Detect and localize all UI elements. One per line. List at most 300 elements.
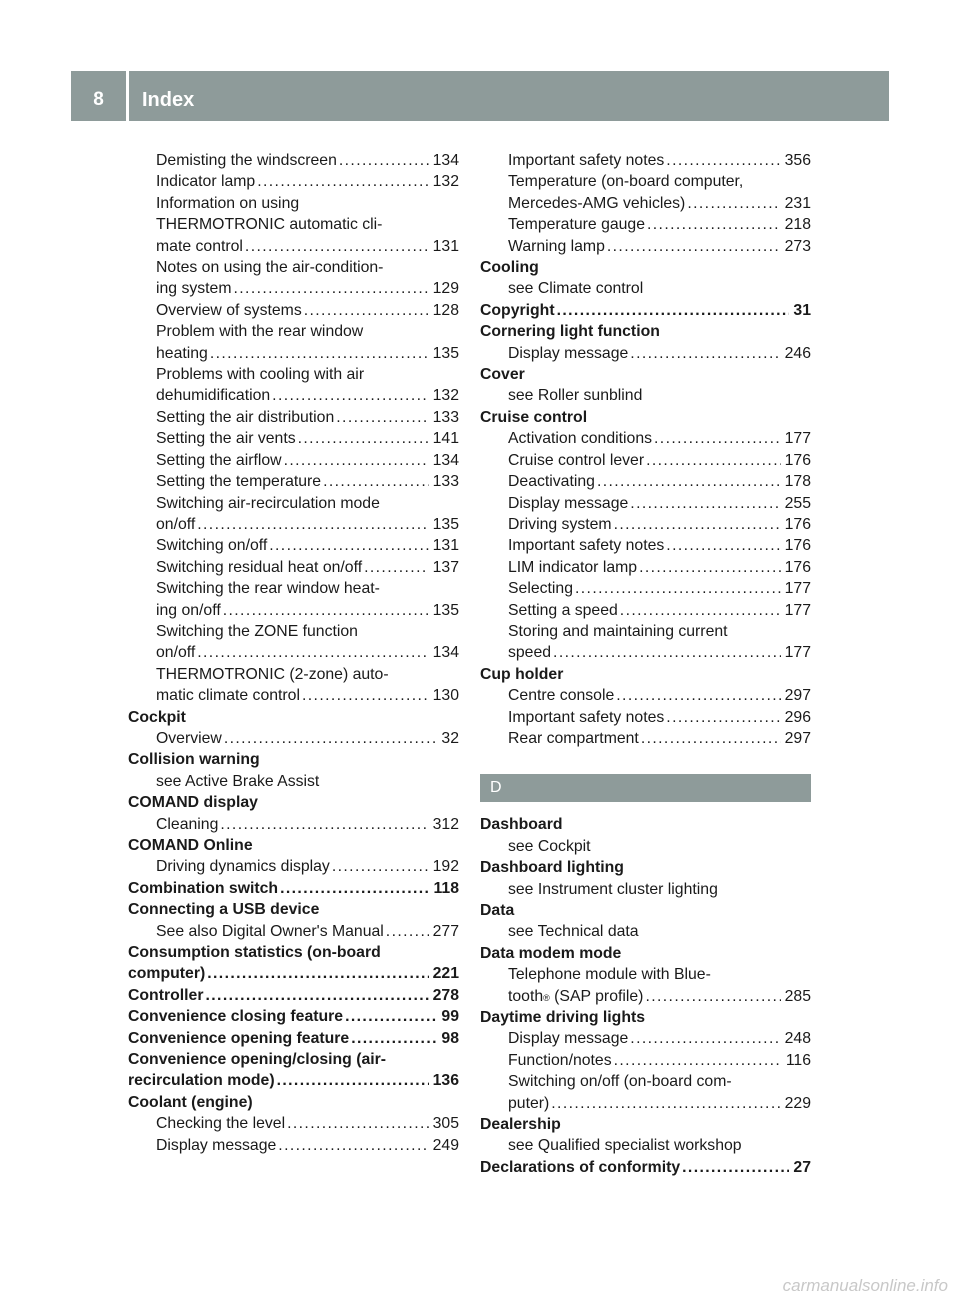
dot-leader [641,728,781,749]
index-subentry [480,428,811,449]
index-line [156,257,459,278]
index-line [508,707,811,728]
page-reference: 32 [441,729,459,747]
index-line [156,664,459,685]
index-line [508,1093,811,1114]
entry-text: Dealership [480,1116,561,1134]
index-entry [480,321,811,342]
dot-leader [630,493,780,514]
page-reference: 229 [784,1094,811,1112]
index-subentry [480,879,811,900]
page-reference: 135 [432,601,459,619]
header-divider [126,71,129,121]
index-line [508,278,811,299]
entry-text: Mercedes-AMG vehicles) [508,194,686,212]
entry-text: Convenience opening/closing (air- [128,1051,387,1069]
entry-text: Coolant (engine) [128,1093,253,1111]
index-column-left [128,150,459,1156]
dot-leader [298,428,429,449]
index-line [128,1049,459,1070]
index-subentry [480,1028,811,1049]
index-subentry [480,1135,811,1156]
entry-text: tooth [508,987,544,1005]
entry-text: Display message [156,1136,277,1154]
index-line [128,749,459,770]
index-line [480,321,811,342]
index-entry [480,364,811,385]
entry-text: see Qualified specialist workshop [508,1137,742,1155]
dot-leader [575,578,781,599]
dot-leader [197,514,428,535]
dot-leader [666,150,780,171]
page-reference: 176 [784,451,811,469]
index-line [156,321,459,342]
index-subentry [128,193,459,257]
page-reference: 132 [432,387,459,405]
index-subentry [480,685,811,706]
entry-text: ing system [156,280,232,298]
index-line [156,150,459,171]
dot-leader [557,300,790,321]
page-reference: 134 [432,152,459,169]
index-subentry [128,450,459,471]
entry-text: Warning lamp [508,237,605,255]
entry-text: Switching on/off (on-board com- [508,1073,732,1091]
index-subentry [480,450,811,471]
page-reference: 177 [784,580,811,598]
dot-leader [272,385,428,406]
entry-text: Cockpit [128,708,186,726]
entry-text: Activation conditions [508,430,653,448]
entry-text: Cruise control [480,408,588,426]
entry-text: on/off [156,515,196,533]
dot-leader [234,278,429,299]
section-header-d: D [480,774,811,802]
index-line [156,578,459,599]
index-line [508,236,811,257]
dot-leader [351,1028,437,1049]
entry-text: THERMOTRONIC (2-zone) auto- [156,665,389,683]
index-line [156,407,459,428]
page-reference: 129 [432,280,459,298]
index-line [508,642,811,663]
entry-text: COMAND Online [128,837,253,854]
entry-text: Important safety notes [508,708,665,726]
entry-text: Cup holder [480,665,564,683]
index-line [480,664,811,685]
index-subentry [128,921,459,942]
page-reference: 177 [784,644,811,662]
index-line: tooth ® (SAP profile) . . . 285 [508,986,811,1007]
index-subentry [128,321,459,364]
entry-text: THERMOTRONIC automatic cli- [156,216,383,234]
dot-leader [257,171,428,192]
dot-leader [245,236,429,257]
page-title: Index [142,89,195,111]
dot-leader [197,642,428,663]
index-line [156,600,459,621]
entry-text: dehumidification [156,387,271,405]
page-number: 8 [93,89,104,110]
entry-text: Switching air-recirculation mode [156,494,380,512]
index-line [508,214,811,235]
entry-text: Important safety notes [508,152,665,169]
dot-leader [553,642,781,663]
dot-leader [278,1135,428,1156]
page-reference: 249 [432,1136,459,1154]
index-line [508,621,811,642]
entry-text: Display message [508,494,629,512]
entry-text: mate control [156,237,243,255]
index-line [156,428,459,449]
dot-leader [614,1050,782,1071]
index-line [508,879,811,900]
index-line [156,493,459,514]
entry-text: Convenience opening feature [128,1029,350,1047]
entry-text: Cooling [480,259,539,277]
index-line [156,535,459,556]
entry-text: Setting a speed [508,601,618,619]
page-reference: 130 [432,687,459,705]
entry-text: Declarations of conformity [480,1158,681,1176]
page-reference: 177 [784,430,811,448]
index-entry [480,257,811,278]
entry-text: Driving system [508,515,612,533]
dot-leader [614,514,781,535]
index-subentry [128,257,459,300]
entry-text: Overview of systems [156,301,302,319]
dot-leader [597,471,781,492]
index-subentry [128,428,459,449]
index-subentry [480,1050,811,1071]
index-line [128,985,459,1006]
dot-leader [304,300,429,321]
index-entry [128,707,459,728]
entry-text: Setting the airflow [156,451,282,469]
dot-leader [280,878,429,899]
dot-leader [630,1028,780,1049]
index-subentry [128,771,459,792]
index-entry [128,985,459,1006]
index-subentry [128,471,459,492]
index-line [156,1135,459,1156]
index-subentry [128,1135,459,1156]
entry-text: See also Digital Owner's Manual [156,922,384,940]
index-line [508,471,811,492]
index-entry [480,407,811,428]
index-subentry [128,150,459,171]
page-reference: 176 [784,537,811,555]
dot-leader [386,921,429,942]
index-line [128,707,459,728]
page-reference: 356 [784,152,811,169]
page-reference: 221 [432,965,459,983]
page-reference: 131 [432,237,459,255]
page-reference: 128 [432,301,459,319]
entry-text: see Roller sunblind [508,387,643,405]
index-line [156,385,459,406]
entry-text: Deactivating [508,473,595,491]
page-reference: 312 [432,815,459,833]
dot-leader [646,450,781,471]
index-entry [128,1049,459,1092]
index-line [480,257,811,278]
entry-text: Dashboard [480,816,563,834]
entry-text: Display message [508,344,629,362]
index-line [508,557,811,578]
dot-leader [277,1070,429,1091]
page-reference: 137 [432,558,459,576]
index-subentry [128,578,459,621]
index-line [480,900,811,921]
index-entry [480,900,811,921]
index-subentry [480,578,811,599]
index-line [508,493,811,514]
page-reference: 27 [793,1158,811,1176]
index-subentry [480,535,811,556]
index-subentry [480,514,811,535]
index-line [128,942,459,963]
entry-text: Data modem mode [480,944,622,962]
page-reference: 285 [784,987,811,1005]
entry-text: Connecting a USB device [128,901,320,919]
entry-text: see Cockpit [508,837,591,855]
index-subentry [480,385,811,406]
entry-text: Daytime driving lights [480,1009,646,1027]
index-line [128,792,459,813]
index-entry [128,835,459,856]
index-subentry [128,535,459,556]
page-reference: 176 [784,558,811,576]
dot-leader [666,535,780,556]
entry-text: ing on/off [156,601,221,619]
page-reference: 248 [784,1030,811,1048]
entry-text: see Instrument cluster lighting [508,880,718,898]
index-line [156,921,459,942]
index-line [480,814,811,835]
dot-leader [645,986,780,1007]
index-line [480,300,811,321]
index-subentry [480,278,811,299]
entry-text: heating [156,344,208,362]
index-line [508,535,811,556]
index-entry [480,664,811,685]
entry-text: Switching the rear window heat- [156,580,380,598]
index-line [508,428,811,449]
index-line [156,236,459,257]
page-reference: 132 [432,173,459,191]
index-line [508,450,811,471]
index-subentry [128,728,459,749]
entry-text: computer) [128,965,206,983]
index-line [508,685,811,706]
page-header [71,71,889,121]
page-reference: 255 [784,494,811,512]
index-line [156,171,459,192]
page-reference: 133 [432,473,459,491]
index-line [508,514,811,535]
entry-text: Dashboard lighting [480,859,624,877]
index-line [156,856,459,877]
dot-leader [223,600,429,621]
dot-leader [687,193,780,214]
page-reference: 118 [433,879,459,897]
index-line [508,193,811,214]
index-line [156,364,459,385]
entry-text: Cleaning [156,815,219,833]
entry-text: Temperature gauge [508,216,645,234]
index-subentry [480,150,811,171]
index-entry [128,792,459,813]
entry-text: Consumption statistics (on-board [128,944,381,962]
page-reference: 218 [784,216,811,234]
index-subentry [128,1113,459,1134]
index-line [128,835,459,856]
index-entry [480,300,811,321]
index-line [128,878,459,899]
index-line [156,557,459,578]
index-subentry [128,364,459,407]
index-line [508,1028,811,1049]
index-line [156,300,459,321]
index-line [156,214,459,235]
entry-text: Information on using [156,194,300,212]
index-subentry [128,300,459,321]
index-line [480,1114,811,1135]
dot-leader [287,1113,429,1134]
index-line [156,471,459,492]
index-subentry [128,621,459,664]
index-subentry [480,621,811,664]
index-subentry [480,493,811,514]
entry-text: Notes on using the air-condition- [156,259,384,277]
page-reference: 98 [441,1029,459,1047]
index-subentry [480,707,811,728]
page-reference: 246 [784,344,811,362]
entry-text: Telephone module with Blue- [508,966,711,984]
index-subentry [128,664,459,707]
index-column-right [480,150,811,1178]
index-entry [480,1157,811,1178]
index-line [508,600,811,621]
entry-text: Switching on/off [156,537,268,555]
entry-text: Cover [480,366,525,384]
index-entry [480,814,811,835]
page-reference: 177 [784,601,811,619]
dot-leader [551,1093,780,1114]
dot-leader [323,471,429,492]
dot-leader [682,1157,789,1178]
entry-text: Problem with the rear window [156,323,364,341]
index-entry [480,943,811,964]
entry-text: Function/notes [508,1051,612,1069]
index-line [508,150,811,171]
entry-text: Driving dynamics display [156,858,330,876]
entry-text: Problems with cooling with air [156,366,365,384]
index-line [156,685,459,706]
entry-text: Overview [156,729,222,747]
dot-leader [210,343,429,364]
index-line [156,642,459,663]
entry-text: Controller [128,986,204,1004]
page-reference: 273 [784,237,811,255]
index-line [508,578,811,599]
index-line [128,963,459,984]
entry-text: speed [508,644,552,662]
page-reference: 136 [432,1072,459,1090]
index-subentry [480,964,811,1007]
entry-text: LIM indicator lamp [508,558,638,576]
index-subentry [128,814,459,835]
dot-leader [647,214,781,235]
index-subentry [128,557,459,578]
index-line [480,857,811,878]
index-line [508,1071,811,1092]
index-subentry [480,836,811,857]
page-reference: 131 [432,537,459,555]
index-line [508,385,811,406]
index-subentry [480,171,811,214]
entry-text: Convenience closing feature [128,1008,344,1026]
entry-text: Combination switch [128,879,279,897]
index-line [480,943,811,964]
entry-text: Indicator lamp [156,173,256,191]
index-line [128,1070,459,1091]
dot-leader [332,856,429,877]
entry-text: Demisting the windscreen [156,152,337,169]
page-reference: 135 [432,344,459,362]
entry-text: Copyright [480,301,555,319]
index-subentry [480,214,811,235]
index-line [156,728,459,749]
index-entry [480,1007,811,1028]
entry-text: see Active Brake Assist [156,772,320,790]
entry-text: Switching residual heat on/off [156,558,363,576]
dot-leader [616,685,780,706]
entry-text: Checking the level [156,1115,286,1133]
entry-text: Switching the ZONE function [156,622,358,640]
entry-text: (SAP profile) [549,987,644,1005]
page-reference: 297 [784,687,811,705]
entry-text: puter) [508,1094,550,1112]
dot-leader [666,707,780,728]
index-subentry [480,557,811,578]
index-subentry [480,728,811,749]
page-reference: 176 [784,515,811,533]
index-subentry [480,1071,811,1114]
index-subentry [480,471,811,492]
index-line [128,899,459,920]
index-line [156,193,459,214]
page-reference: 305 [432,1115,459,1133]
index-line [508,836,811,857]
entry-text: see Climate control [508,280,644,298]
entry-text: Rear compartment [508,729,639,747]
entry-text: Cruise control lever [508,451,645,469]
dot-leader [607,236,781,257]
entry-text: Temperature (on-board computer, [508,173,744,191]
index-subentry [128,856,459,877]
index-line [156,771,459,792]
page-reference: 278 [432,986,459,1004]
entry-text: see Technical data [508,923,639,941]
dot-leader [284,450,429,471]
index-subentry [480,600,811,621]
entry-text: Selecting [508,580,573,598]
index-subentry [480,236,811,257]
entry-text: Display message [508,1030,629,1048]
dot-leader [224,728,438,749]
